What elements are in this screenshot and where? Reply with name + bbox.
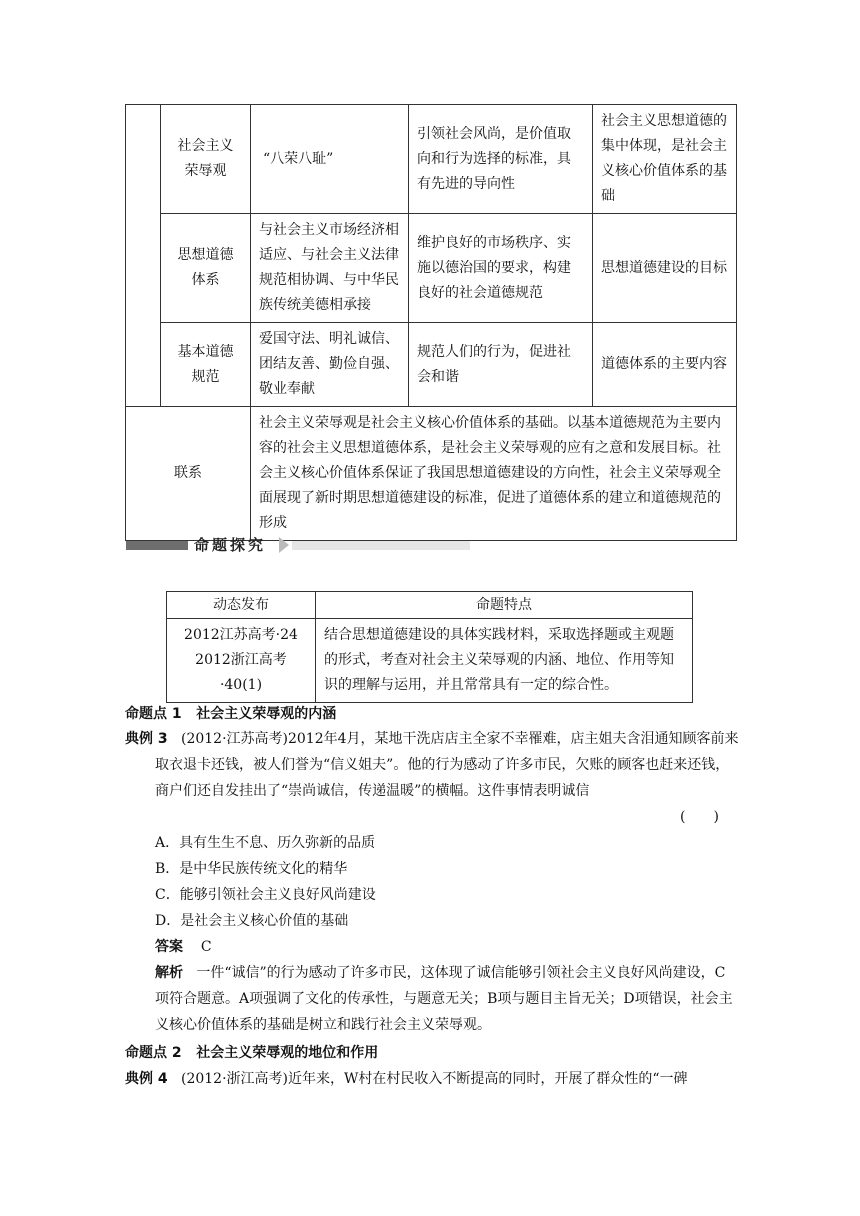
link-label-cell: 联系 — [126, 407, 251, 541]
point-2-heading — [125, 1040, 740, 1066]
row-status-cell: 思想道德建设的目标 — [593, 214, 737, 323]
example-4-stem — [125, 1066, 740, 1092]
point-1-heading — [125, 701, 740, 727]
section-arrow-icon — [279, 537, 289, 553]
section-bar-light — [292, 541, 470, 550]
example-label: 典例 4 — [125, 1071, 168, 1087]
row-content-cell: “八荣八耻” — [251, 105, 409, 214]
option-a: A．具有生生不息、历久弥新的品质 — [155, 835, 376, 851]
example-label: 典例 3 — [125, 731, 168, 747]
option-d: D．是社会主义核心价值的基础 — [155, 913, 349, 929]
answer-label: 答案 — [155, 939, 183, 955]
row-function-cell: 引领社会风尚，是价值取向和行为选择的标准，具有先进的导向性 — [409, 105, 593, 214]
table-row — [167, 619, 693, 703]
point-title: 社会主义荣辱观的地位和作用 — [196, 1045, 379, 1061]
link-text-cell: 社会主义荣辱观是社会主义核心价值体系的基础。以基本道德规范为主要内容的社会主义思想道德体系，是社会主义荣辱观的应有之意和发展目标。社会主义核心价值体系保证了我国思想道德建设的方向性，社会主义荣辱观全面展现了新时期思想道德建设的标准，促进了道德体系的建立和道德规范的形成 — [251, 407, 737, 541]
exam-header-left: 动态发布 — [167, 592, 316, 619]
exam-header-right: 命题特点 — [316, 592, 693, 619]
table-row — [167, 592, 693, 619]
row-item-cell: 思想道德 体系 — [161, 214, 251, 323]
table-row — [126, 105, 737, 214]
table-row — [126, 323, 737, 407]
table-row — [126, 407, 737, 541]
analysis-text: 一件“诚信”的行为感动了许多市民，这体现了诚信能够引领社会主义良好风尚建设，C项符合题意。A项强调了文化的传承性，与题意无关；B项与题目主旨无关；D项错误，社会主义核心价值体系的基础是树立和践行社会主义荣辱观。 — [155, 965, 733, 1033]
example-stem: (2012·浙江高考)近年来，W村在村民收入不断提高的同时，开展了群众性的“一碑 — [180, 1071, 688, 1087]
section-header — [126, 537, 471, 553]
row-status-cell: 社会主义思想道德的集中体现，是社会主义核心价值体系的基础 — [593, 105, 737, 214]
row-function-cell: 维护良好的市场秩序、实施以德治国的要求，构建良好的社会道德规范 — [409, 214, 593, 323]
example-3-stem — [125, 726, 740, 804]
answer-line — [155, 934, 212, 960]
row-item-cell: 社会主义 荣辱观 — [161, 105, 251, 214]
point-label: 命题点 2 — [125, 1045, 182, 1061]
row-function-cell: 规范人们的行为，促进社会和谐 — [409, 323, 593, 407]
row-content-cell: 爱国守法、明礼诚信、团结友善、勤俭自强、敬业奉献 — [251, 323, 409, 407]
table-spacer-cell — [126, 105, 161, 407]
row-status-cell: 道德体系的主要内容 — [593, 323, 737, 407]
answer-value: C — [200, 939, 212, 955]
exam-source-2: 2012浙江高考·40(1) — [195, 652, 287, 693]
table-row — [126, 214, 737, 323]
option-b: B．是中华民族传统文化的精华 — [155, 861, 348, 877]
comparison-table — [125, 104, 737, 541]
row-content-cell: 与社会主义市场经济相适应、与社会主义法律规范相协调、与中华民族传统美德相承接 — [251, 214, 409, 323]
exam-feature-cell: 结合思想道德建设的具体实践材料，采取选择题或主观题的形式，考查对社会主义荣辱观的内涵、地位、作用等知识的理解与运用，并且常常具有一定的综合性。 — [316, 619, 693, 703]
point-label: 命题点 1 — [125, 706, 182, 722]
section-title: 命题探究 — [194, 536, 267, 554]
analysis-block — [155, 960, 735, 1038]
example-stem: (2012·江苏高考)2012年4月，某地干洗店店主全家不幸罹难，店主姐夫含泪通知顾客前来取衣退卡还钱，被人们誉为“信义姐夫”。他的行为感动了许多市民，欠账的顾客也赶来还钱，商户们还自发挂出了“崇尚诚信，传递温暖”的横幅。这件事情表明诚信 — [155, 731, 739, 799]
exam-source-cell — [167, 619, 316, 703]
analysis-label: 解析 — [155, 965, 183, 981]
exam-source-1: 2012江苏高考·24 — [184, 627, 298, 643]
option-c: C．能够引领社会主义良好风尚建设 — [155, 887, 376, 903]
answer-paren: ( ) — [680, 809, 719, 825]
exam-table — [166, 591, 693, 703]
section-bar-dark — [126, 541, 188, 550]
point-title: 社会主义荣辱观的内涵 — [196, 706, 337, 722]
row-item-cell: 基本道德 规范 — [161, 323, 251, 407]
